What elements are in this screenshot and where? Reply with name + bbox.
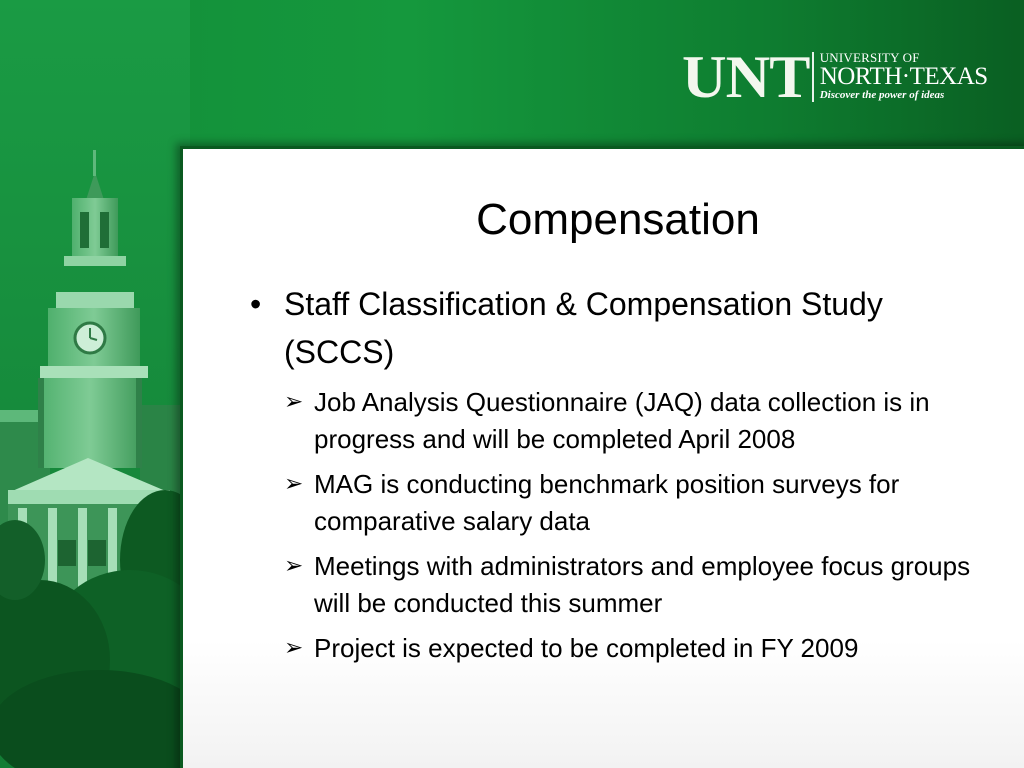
sub-bullet bbox=[284, 384, 988, 458]
logo-mark: UNT bbox=[682, 44, 810, 110]
arrow-bullet-icon: ➢ bbox=[284, 635, 304, 661]
sub-bullet-text: Job Analysis Questionnaire (JAQ) data collection is in progress and will be completed April 2008 bbox=[314, 387, 930, 454]
logo-divider bbox=[812, 52, 814, 102]
main-bullet-text: Staff Classification & Compensation Study (SCCS) bbox=[284, 286, 883, 370]
sub-bullet-text: Project is expected to be completed in FY 2009 bbox=[314, 633, 859, 663]
sub-bullet bbox=[284, 630, 988, 667]
arrow-bullet-icon: ➢ bbox=[284, 389, 304, 415]
sub-bullet bbox=[284, 548, 988, 622]
logo-north-texas: NORTH·TEXAS bbox=[819, 63, 988, 90]
slide-body bbox=[248, 280, 988, 675]
slide-title: Compensation bbox=[476, 195, 760, 244]
sub-bullet-list bbox=[248, 384, 988, 667]
arrow-bullet-icon: ➢ bbox=[284, 553, 304, 579]
unt-logo bbox=[682, 42, 988, 110]
logo-tagline: Discover the power of ideas bbox=[819, 89, 945, 101]
logo-university-of: UNIVERSITY OF bbox=[819, 50, 920, 65]
main-bullet bbox=[248, 280, 988, 376]
logo-wordmark bbox=[820, 51, 988, 104]
sub-bullet bbox=[284, 466, 988, 540]
arrow-bullet-icon: ➢ bbox=[284, 471, 304, 497]
bullet-dot-icon: • bbox=[250, 286, 262, 322]
sub-bullet-text: MAG is conducting benchmark position surveys for comparative salary data bbox=[314, 469, 900, 536]
sub-bullet-text: Meetings with administrators and employee focus groups will be conducted this summer bbox=[314, 551, 971, 618]
clock-tower-photo bbox=[0, 0, 190, 768]
